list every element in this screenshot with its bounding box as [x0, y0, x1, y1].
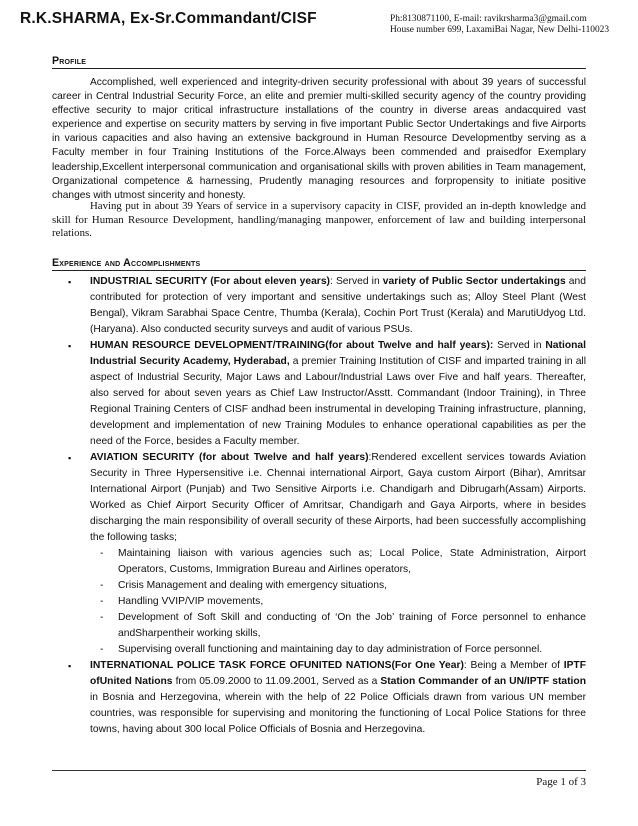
list-item	[90, 642, 586, 658]
dash-icon: -	[100, 580, 104, 591]
task-text: Crisis Management and dealing with emergency situations,	[118, 580, 388, 591]
experience-item-hrd	[52, 338, 586, 450]
dash-icon: -	[100, 612, 104, 623]
dash-icon: -	[100, 596, 104, 607]
profile-heading: Profile	[52, 55, 586, 69]
task-text: Supervising overall functioning and maintaining day to day administration of Force personnel.	[118, 644, 543, 655]
contact-address: House number 699, LaxamiBai Nagar, New Delhi-110023	[390, 25, 610, 35]
aviation-task-list	[90, 546, 586, 658]
task-text: Maintaining liaison with various agencies such as; Local Police, State Administration, Airport Operators, Customs, Immigration Bureau and Airlines operators,	[118, 548, 586, 575]
item-text: and contributed for protection of very important and sensitive undertakings such as; Alloy Steel Plant (West Bengal), Vikram Sarabhai Space Centre, Thumba (Kerala), Cochin Port Trust (Kerala) and MarutiUdyog Ltd. (Haryana). Also conducted security surveys and audit of various PSUs.	[90, 276, 586, 335]
item-heading: HUMAN RESOURCE DEVELOPMENT/TRAINING(for about Twelve and half years):	[90, 340, 494, 351]
bullet-icon: ▪	[68, 277, 72, 287]
profile-paragraph-1: Accomplished, well experienced and integrity-driven security professional with about 39 years of successful career in Central Industrial Security Force, an elite and premier multi-skilled security agency of the country providing effective security to major critical infrastructure installations of the country in diverse areas andacquired vast experience and expertise on security matters by serving in five important Public Sector Undertakings and five Airports in various capacities and also having an extensive background in Human Resource Developmentby serving as a Faculty member in four Training Institutions of the Force.Always been commended and praisedfor Exemplary leadership,Excellent interpersonal communication and organisational skills with proven abilities in Team management, Organizational competence & harnessing, Prudently managing resources and forpropensity to initiate positive changes with utmost sincerity and honesty.	[52, 77, 586, 201]
experience-heading: Experience and Accomplishments	[52, 257, 586, 271]
item-heading: INTERNATIONAL POLICE TASK FORCE OFUNITED NATIONS(For One Year)	[90, 660, 464, 671]
contact-info	[390, 14, 609, 36]
bullet-icon: ▪	[68, 661, 72, 671]
bullet-icon: ▪	[68, 453, 72, 463]
list-item	[90, 594, 586, 610]
task-text: Handling VVIP/VIP movements,	[118, 596, 264, 607]
item-text: a premier Training Institution of CISF and imparted training in all aspect of Industrial Security, Major Laws and Labour/Industrial Laws over Five and half years. Thereafter, also served for about seven years as Chief Law Instructor/Asstt. Commandant (Indoor Training), in Three Regional Training Centers of CISF andhad been instrumental in developing Training infrastructure, planning, development and implementation of new Training Modules to enhance operational capabilities as per the need of the Force, besides a Faculty member.	[90, 356, 586, 447]
experience-item-un-iptf	[52, 658, 586, 738]
list-item	[90, 578, 586, 594]
list-item	[90, 610, 586, 642]
item-bold: Station Commander of an UN/IPTF station	[380, 676, 586, 687]
list-item	[90, 546, 586, 578]
document-header	[20, 10, 620, 50]
author-name: R.K.SHARMA, Ex-Sr.Commandant/CISF	[20, 10, 317, 27]
item-text: :Rendered excellent services towards Aviation Security in Three Hypersensitive i.e. Chennai international Airport, Gaya custom Airport (Bihar), Amritsar International Airport (Punjab) and Two Sensitive Airports i.e. Chandigarh and Dibrugarh(Assam) Airports. Worked as Chief Airport Security Officer of Amritsar, Chandigarh and Gaya Airports, where in besides discharging the main responsibility of overall security of these Airports, had been successfully accomplishing the following tasks;	[90, 452, 586, 543]
dash-icon: -	[100, 548, 104, 559]
item-text: : Being a Member of	[463, 660, 564, 671]
contact-phone-email: Ph:8130871100, E-mail: ravikrsharma3@gmail.com	[390, 14, 587, 24]
experience-list	[52, 274, 586, 738]
item-text: : Served in	[329, 276, 383, 287]
page-number: Page 1 of 3	[536, 776, 586, 788]
footer-divider	[52, 770, 586, 771]
experience-item-aviation	[52, 450, 586, 658]
item-heading: INDUSTRIAL SECURITY (For about eleven years)	[90, 276, 330, 287]
item-heading: AVIATION SECURITY (for about Twelve and half years)	[90, 452, 369, 463]
item-text: from 05.09.2000 to 11.09.2001, Served as a	[172, 676, 381, 687]
item-text: Served in	[493, 340, 546, 351]
dash-icon: -	[100, 644, 104, 655]
experience-item-industrial	[52, 274, 586, 338]
profile-paragraph-2: Having put in about 39 Years of service in a supervisory capacity in CISF, provided an in-depth knowledge and skill for Human Resource Development, handling/managing manpower, enforcement of law and building interpersonal relations.	[52, 200, 586, 240]
bullet-icon: ▪	[68, 341, 72, 351]
item-text: in Bosnia and Herzegovina, wherein with the help of 22 Police Officials drawn from various UN member countries, was responsible for supervising and monitoring the functioning of Local Police Stations for three towns, having about 300 local Police Officials of Bosnia and Herzegovina.	[90, 692, 586, 735]
item-bold: IPTF ofUnited Nations	[90, 660, 587, 687]
item-bold: variety of Public Sector undertakings	[382, 276, 566, 287]
task-text: Development of Soft Skill and conducting of ‘On the Job’ training of Force personnel to enhance andSharpentheir working skills,	[118, 612, 586, 639]
item-bold: National Industrial Security Academy, Hyderabad,	[90, 340, 586, 367]
